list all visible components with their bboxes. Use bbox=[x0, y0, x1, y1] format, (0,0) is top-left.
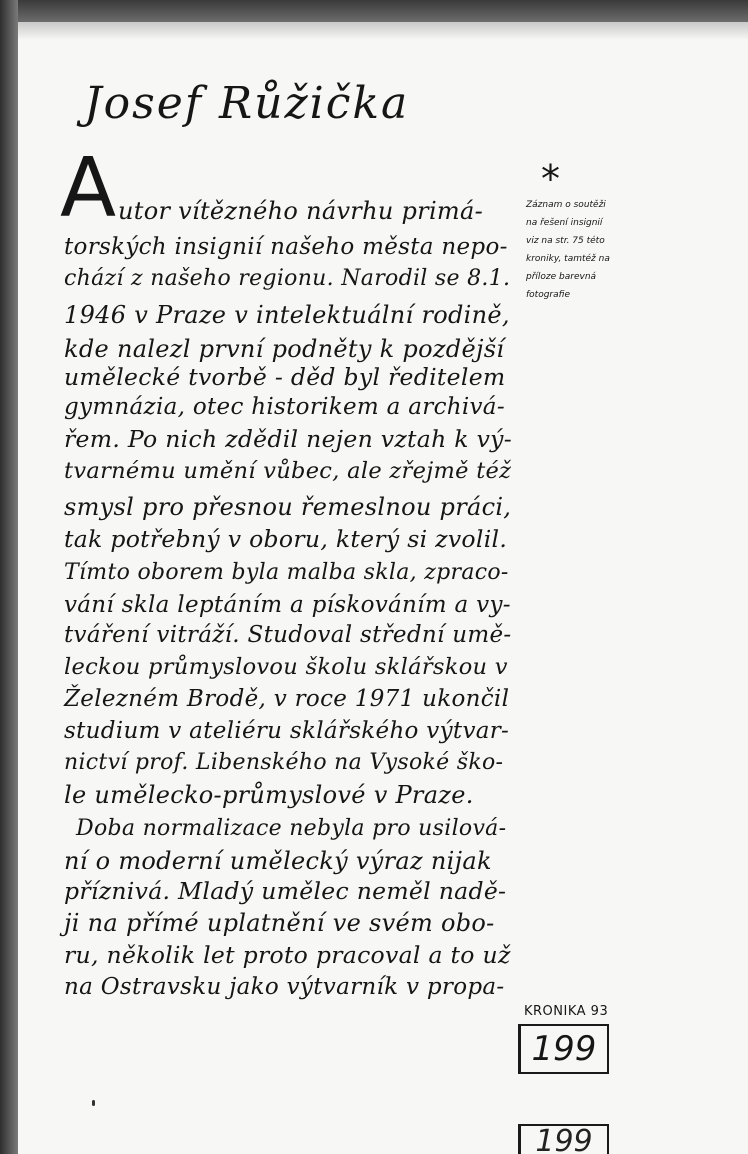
body-line: Železném Brodě, v roce 1971 ukončil bbox=[64, 686, 510, 712]
body-line: příznivá. Mladý umělec neměl nadě- bbox=[64, 877, 507, 905]
body-line: leckou průmyslovou školu sklářskou v bbox=[64, 654, 508, 680]
body-line: vání skla leptáním a pískováním a vy- bbox=[64, 592, 511, 618]
side-note-line: na řešení insignií bbox=[526, 218, 603, 228]
body-line: umělecké tvorbě - děd byl ředitelem bbox=[64, 363, 506, 391]
body-line: le umělecko-průmyslové v Praze. bbox=[64, 781, 474, 809]
page-title: Josef Růžička bbox=[84, 78, 410, 129]
footnote-marker: * bbox=[541, 157, 560, 201]
body-line: gymnázia, otec historikem a archivá- bbox=[64, 394, 505, 420]
body-line: ní o moderní umělecký výraz nijak bbox=[64, 847, 492, 875]
body-line: na Ostravsku jako výtvarník v propa- bbox=[64, 974, 505, 1000]
body-line: 1946 v Praze v intelektuální rodině, bbox=[64, 301, 510, 329]
body-line: Tímto oborem byla malba skla, zpraco- bbox=[64, 560, 509, 585]
side-note bbox=[526, 196, 702, 304]
body-line: tváření vitráží. Studoval střední umě- bbox=[64, 622, 512, 648]
body-line: Doba normalizace nebyla pro usilová- bbox=[76, 816, 507, 841]
body-line: řem. Po nich zdědil nejen vztah k vý- bbox=[64, 425, 512, 453]
page-number: 199 bbox=[518, 1024, 609, 1074]
scan-speck bbox=[92, 1100, 95, 1106]
body-line: chází z našeho regionu. Narodil se 8.1. bbox=[64, 266, 511, 291]
running-head: KRONIKA 93 bbox=[524, 1004, 609, 1019]
body-line: nictví prof. Libenského na Vysoké ško- bbox=[64, 750, 504, 775]
drop-cap: A bbox=[60, 141, 117, 236]
body-line: tak potřebný v oboru, který si zvolil. bbox=[64, 525, 508, 553]
body-line: smysl pro přesnou řemeslnou práci, bbox=[64, 493, 512, 521]
next-page-number: 199 bbox=[518, 1124, 609, 1154]
body-line: tvarnému umění vůbec, ale zřejmě též bbox=[64, 458, 512, 484]
body-line: ji na přímé uplatnění ve svém obo- bbox=[64, 909, 495, 937]
body-line: torských insignií našeho města nepo- bbox=[64, 234, 508, 260]
side-note-line: viz na str. 75 této bbox=[526, 236, 605, 246]
side-note-line: Záznam o soutěži bbox=[526, 200, 606, 210]
body-line: ru, několik let proto pracoval a to už bbox=[64, 941, 511, 969]
body-line: kde nalezl první podněty k pozdější bbox=[64, 335, 505, 363]
body-line: studium v ateliéru sklářského výtvar- bbox=[64, 718, 510, 744]
body-line: utor vítězného návrhu primá- bbox=[118, 197, 484, 225]
side-note-line: kroniky, tamtéž na bbox=[526, 254, 610, 264]
side-note-line: příloze barevná bbox=[526, 272, 597, 282]
side-note-line: fotografie bbox=[526, 290, 570, 300]
